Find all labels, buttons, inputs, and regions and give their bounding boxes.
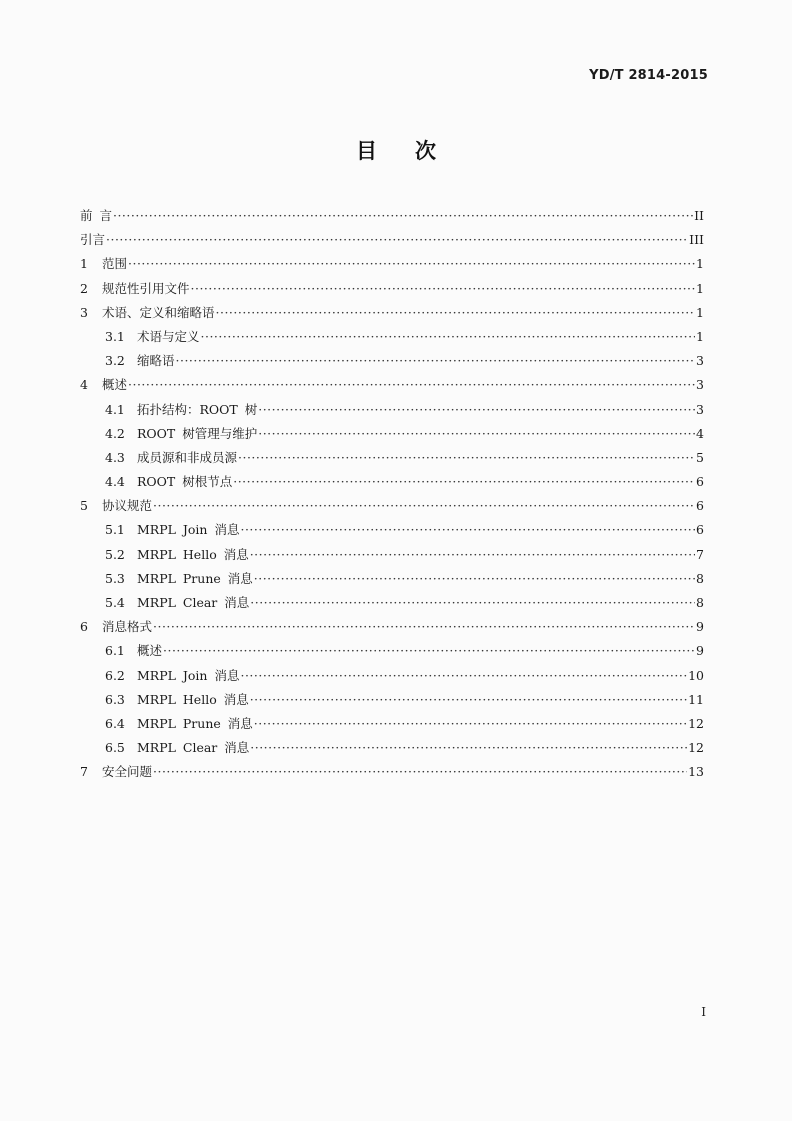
toc-entry-number: 2 (80, 280, 88, 296)
toc-entry-number: 5.4 (105, 595, 125, 610)
toc-entry-page: 6 (696, 522, 704, 538)
toc-leader-dots (240, 664, 687, 688)
toc-entry-page: 7 (696, 546, 704, 562)
toc-entry-page: 8 (696, 570, 704, 586)
toc-entry-number: 3 (80, 304, 88, 320)
toc-entry[interactable] (80, 252, 704, 276)
toc-entry-page: 1 (696, 280, 704, 296)
toc-entry-number: 7 (80, 764, 88, 780)
toc-entry-label: 前 言 (80, 208, 112, 223)
toc-entry-number: 4.3 (105, 449, 125, 465)
toc-entry[interactable] (80, 398, 704, 422)
toc-entry-label: ROOT 树根节点 (137, 474, 233, 490)
toc-leader-dots (240, 518, 695, 542)
toc-entry-label: MRPL Clear 消息 (137, 595, 250, 610)
toc-entry[interactable] (80, 591, 704, 615)
toc-entry-label: ROOT 树管理与维护 (137, 425, 258, 441)
toc-entry-page: 13 (688, 764, 704, 780)
toc-leader-dots (106, 228, 688, 252)
toc-entry[interactable] (80, 760, 704, 784)
toc-entry-page: 6 (696, 474, 704, 490)
toc-entry-page: 8 (696, 595, 704, 610)
toc-entry[interactable] (80, 228, 704, 252)
toc-entry[interactable] (80, 349, 704, 373)
toc-entry-page: 1 (696, 304, 704, 320)
toc-entry-label: 协议规范 (102, 498, 153, 514)
toc-entry[interactable] (80, 446, 704, 470)
toc-entry-number: 5.1 (105, 522, 125, 538)
toc-leader-dots (176, 349, 695, 373)
toc-entry[interactable] (80, 422, 704, 446)
toc-entry-page: 3 (696, 377, 704, 393)
toc-leader-dots (153, 494, 695, 518)
toc-entry-number: 4.4 (105, 474, 125, 490)
toc-entry[interactable] (80, 736, 704, 760)
toc-leader-dots (238, 446, 695, 470)
toc-entry[interactable] (80, 470, 704, 494)
toc-entry-label: 缩略语 (137, 353, 175, 369)
toc-leader-dots (250, 591, 695, 615)
toc-entry-number: 6.2 (105, 667, 125, 683)
toc-entry-label: 概述 (137, 643, 163, 659)
toc-entry-number: 5 (80, 498, 88, 514)
toc-entry[interactable] (80, 543, 704, 567)
toc-leader-dots (163, 639, 695, 663)
page-number: I (701, 1005, 706, 1019)
toc-leader-dots (258, 398, 695, 422)
toc-entry-number: 6 (80, 619, 88, 635)
toc-leader-dots (250, 543, 695, 567)
toc-entry-page: 9 (696, 619, 704, 635)
toc-entry-page: 6 (696, 498, 704, 514)
toc-entry[interactable] (80, 615, 704, 639)
toc-leader-dots (191, 277, 695, 301)
toc-entry[interactable] (80, 518, 704, 542)
toc-entry-number: 5.2 (105, 546, 125, 562)
toc-leader-dots (233, 470, 695, 494)
toc-entry[interactable] (80, 688, 704, 712)
toc-leader-dots (128, 252, 695, 276)
toc-entry-label: MRPL Hello 消息 (137, 546, 249, 562)
toc-entry-label: 消息格式 (102, 619, 153, 635)
toc-entry-label: 引言 (80, 232, 106, 248)
toc-title: 目次 (356, 139, 474, 163)
toc-entry[interactable] (80, 277, 704, 301)
toc-entry[interactable] (80, 494, 704, 518)
toc-entry[interactable] (80, 712, 704, 736)
toc-entry[interactable] (80, 567, 704, 591)
toc-entry-page: 3 (696, 401, 704, 417)
table-of-contents (80, 204, 704, 785)
toc-entry-page: 5 (696, 449, 704, 465)
toc-leader-dots (250, 688, 687, 712)
toc-leader-dots (201, 325, 695, 349)
toc-entry-number: 6.5 (105, 740, 125, 756)
toc-entry-label: 术语、定义和缩略语 (102, 304, 215, 320)
toc-entry-number: 3.1 (105, 328, 125, 344)
toc-entry-page: 9 (696, 643, 704, 659)
toc-entry-number: 4.2 (105, 425, 125, 441)
toc-entry[interactable] (80, 204, 704, 228)
toc-entry-label: MRPL Join 消息 (137, 667, 240, 683)
toc-entry-page: 12 (688, 740, 704, 756)
toc-entry-label: MRPL Clear 消息 (137, 740, 250, 756)
toc-entry-page: III (689, 232, 704, 248)
toc-leader-dots (216, 301, 695, 325)
toc-leader-dots (250, 736, 687, 760)
toc-entry-label: MRPL Prune 消息 (137, 715, 253, 731)
toc-entry-label: 规范性引用文件 (102, 280, 190, 296)
toc-entry-page: 1 (696, 328, 704, 344)
toc-leader-dots (113, 204, 693, 228)
toc-entry[interactable] (80, 373, 704, 397)
toc-entry-number: 6.1 (105, 643, 125, 659)
toc-entry-number: 4.1 (105, 401, 125, 417)
toc-entry-number: 3.2 (105, 353, 125, 369)
toc-entry-number: 1 (80, 256, 88, 272)
toc-leader-dots (254, 712, 687, 736)
toc-entry[interactable] (80, 301, 704, 325)
toc-entry-label: MRPL Hello 消息 (137, 691, 249, 707)
toc-entry-label: 拓扑结构：ROOT 树 (137, 401, 258, 417)
toc-entry-page: 11 (688, 691, 704, 707)
toc-entry-page: 4 (696, 425, 704, 441)
toc-entry-page: 3 (696, 353, 704, 369)
toc-entry-number: 6.4 (105, 715, 125, 731)
toc-entry-number: 6.3 (105, 691, 125, 707)
standard-number: YD/T 2814-2015 (589, 68, 708, 83)
toc-entry-page: 10 (688, 667, 704, 683)
toc-entry[interactable] (80, 664, 704, 688)
toc-leader-dots (153, 760, 687, 784)
toc-entry-page: II (694, 208, 704, 223)
toc-entry-label: 安全问题 (102, 764, 153, 780)
toc-entry-label: 概述 (102, 377, 128, 393)
toc-entry-page: 12 (688, 715, 704, 731)
toc-entry[interactable] (80, 325, 704, 349)
toc-entry-label: MRPL Prune 消息 (137, 570, 253, 586)
toc-entry-label: 术语与定义 (137, 328, 200, 344)
toc-entry-label: 成员源和非成员源 (137, 449, 238, 465)
toc-entry-number: 4 (80, 377, 88, 393)
toc-leader-dots (258, 422, 695, 446)
toc-entry[interactable] (80, 639, 704, 663)
toc-entry-number: 5.3 (105, 570, 125, 586)
toc-entry-label: MRPL Join 消息 (137, 522, 240, 538)
toc-entry-page: 1 (696, 256, 704, 272)
toc-leader-dots (128, 373, 695, 397)
toc-leader-dots (153, 615, 695, 639)
toc-entry-label: 范围 (102, 256, 128, 272)
toc-leader-dots (254, 567, 695, 591)
